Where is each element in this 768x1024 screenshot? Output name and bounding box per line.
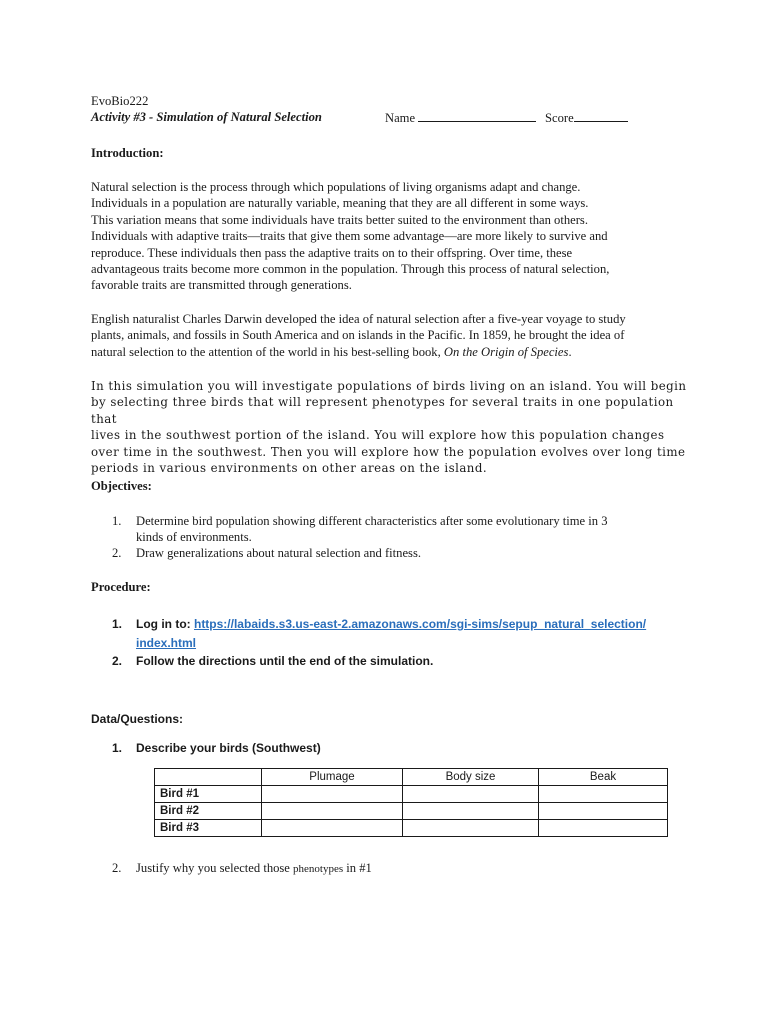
intro-paragraph-2 — [91, 311, 691, 360]
table-header-cell: Beak — [539, 769, 668, 786]
text-line: favorable traits are transmitted through generations. — [91, 278, 352, 293]
row-label: Bird #1 — [155, 786, 262, 803]
data-questions-heading: Data/Questions: — [91, 712, 184, 726]
text-line: lives in the southwest portion of the island. You will explore how this population changes — [91, 428, 665, 443]
procedure-step: 2. Follow the directions until the end of the simulation. — [112, 654, 434, 668]
row-label: Bird #2 — [155, 803, 262, 820]
text-line: Individuals with adaptive traits—traits that give them some advantage—are more likely to survive and — [91, 229, 608, 244]
table-header-cell — [155, 769, 262, 786]
procedure-list — [112, 615, 672, 671]
score-label: Score — [545, 111, 574, 125]
table-header-cell: Plumage — [262, 769, 403, 786]
table-row — [155, 786, 668, 803]
text-line: advantageous traits become more common in the population. Through this process of natural selection, — [91, 262, 610, 277]
simulation-link-continued[interactable]: index.html — [136, 635, 197, 650]
table-cell-input[interactable] — [262, 820, 403, 837]
text-line: This variation means that some individuals have traits better suited to the environment than others. — [91, 212, 588, 227]
table-cell-input[interactable] — [539, 820, 668, 837]
question-2: 2. Justify why you selected those phenotypes in #1 — [112, 861, 372, 875]
table-cell-input[interactable] — [262, 803, 403, 820]
text-line: Natural selection is the process through which populations of living organisms adapt and change. — [91, 180, 581, 194]
text-line: plants, animals, and fossils in South America and on islands in the Pacific. In 1859, he brought the idea of — [91, 328, 625, 343]
table-cell-input[interactable] — [403, 820, 539, 837]
objectives-list — [112, 513, 672, 562]
table-row — [155, 803, 668, 820]
question-1: 1. Describe your birds (Southwest) — [112, 741, 321, 755]
intro-paragraph-3 — [91, 378, 691, 476]
row-label: Bird #3 — [155, 820, 262, 837]
table-header-row — [155, 769, 668, 786]
score-field[interactable] — [545, 110, 628, 126]
list-item: 1. Determine bird population showing different characteristics after some evolutionary time in 3 kinds of environments. — [112, 514, 608, 545]
table-cell-input[interactable] — [539, 786, 668, 803]
table-cell-input[interactable] — [262, 786, 403, 803]
activity-title: Activity #3 - Simulation of Natural Selection — [91, 110, 322, 124]
title-line — [91, 110, 574, 125]
course-code: EvoBio222 — [91, 94, 149, 108]
name-field[interactable] — [385, 110, 536, 126]
procedure-step: 1. Log in to: https://labaids.s3.us-east-2.amazonaws.com/sgi-sims/sepup_natural_selection/ index.html — [112, 617, 647, 650]
text-line: periods in various environments on other areas on the island. — [91, 461, 488, 476]
text-line: over time in the southwest. Then you will explore how the population evolves over long time — [91, 444, 686, 459]
simulation-link[interactable]: https://labaids.s3.us-east-2.amazonaws.com/sgi-sims/sepup_natural_selection/ — [193, 617, 647, 631]
text-line: In this simulation you will investigate populations of birds living on an island. You will begin — [91, 379, 687, 393]
bird-traits-table — [154, 768, 668, 837]
score-blank[interactable] — [574, 110, 628, 122]
book-title: On the Origin of Species — [443, 344, 569, 359]
table-cell-input[interactable] — [539, 803, 668, 820]
text-line: by selecting three birds that will represent phenotypes for several traits in one population that — [91, 395, 674, 426]
list-item: 2. Draw generalizations about natural selection and fitness. — [112, 546, 422, 561]
introduction-heading: Introduction: — [91, 146, 164, 160]
objectives-heading: Objectives: — [91, 479, 152, 493]
text-line: English naturalist Charles Darwin developed the idea of natural selection after a five-year voyage to study — [91, 312, 626, 326]
text-line: reproduce. These individuals then pass the adaptive traits on to their offspring. Over time, these — [91, 245, 573, 260]
table-cell-input[interactable] — [403, 803, 539, 820]
table-header-cell: Body size — [403, 769, 539, 786]
text-line: Individuals in a population are naturally variable, meaning that they are all different in some ways. — [91, 196, 589, 211]
text-line: natural selection to the attention of the world in his best-selling book, On the Origin of Species. — [91, 344, 572, 359]
name-label: Name — [385, 111, 416, 125]
procedure-heading: Procedure: — [91, 580, 151, 594]
table-row — [155, 820, 668, 837]
table-cell-input[interactable] — [403, 786, 539, 803]
intro-paragraph-1 — [91, 179, 671, 294]
name-blank[interactable] — [418, 110, 536, 122]
